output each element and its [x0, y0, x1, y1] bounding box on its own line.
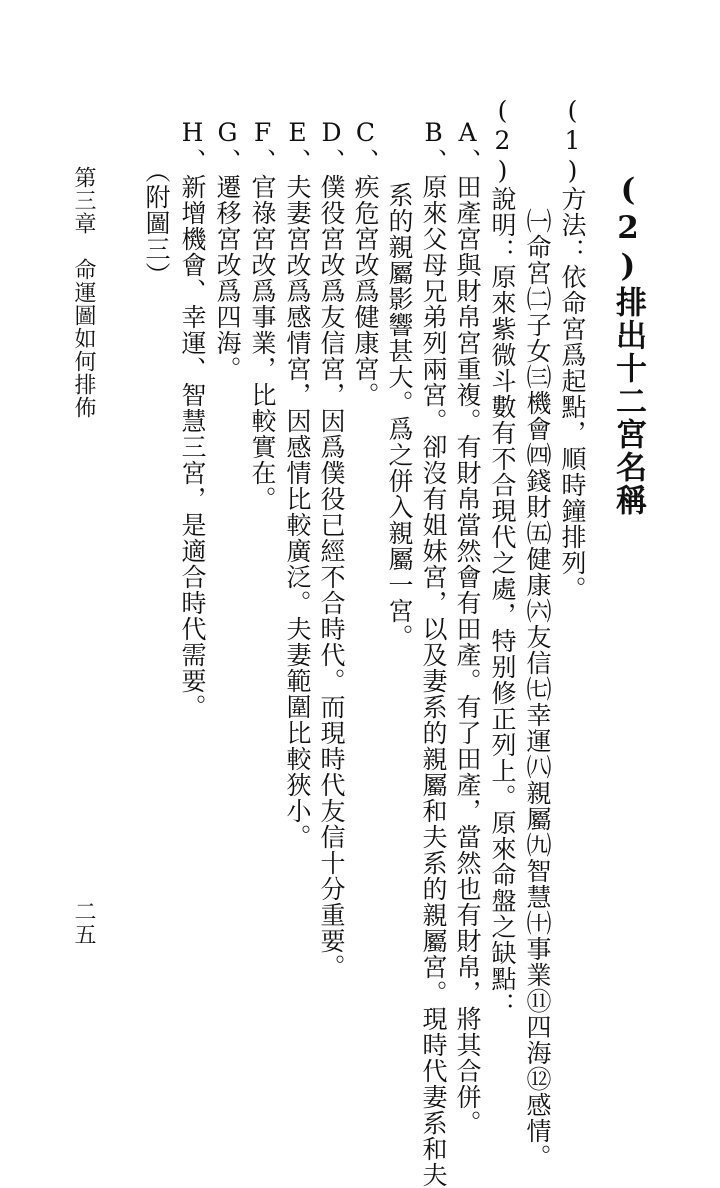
chapter-header: 第三章 命運圖如何排佈: [71, 166, 96, 419]
text-column-explanation: (2)說明：原來紫微斗數有不合現代之處，特别修正列上。原來命盤之缺點：: [488, 96, 517, 1018]
text-column-item-d: D、僕役宮改爲友信宮，因爲僕役已經不合時代。而現時代友信十分重要。: [317, 118, 346, 980]
text-column-method: (1)方法：依命宮爲起點，順時鐘排列。: [558, 96, 587, 602]
text-column-item-b-cont: 系的親屬影響甚大。爲之併入親屬一宮。: [385, 182, 414, 650]
figure-reference: （附圖三）: [142, 158, 171, 288]
text-column-palace-list: ㈠命宮㈡子女㈢機會㈣錢財㈤健康㈥友信㈦幸運㈧親屬㈨智慧㈩事業⑪四海⑫感情。: [523, 208, 552, 1170]
page-number: 二五: [71, 900, 96, 946]
text-column-item-b: B、原來父母兄弟列兩宮。卻沒有姐妹宮，以及妻系的親屬和夫系的親屬宮。現時代妻系和夫: [419, 118, 448, 1188]
text-column-item-f: F、官祿宮改爲事業，比較實在。: [248, 118, 277, 512]
text-column-item-a: A、田產宮與財帛宮重複。有財帛當然會有田產。有了田產，當然也有財帛，將其合併。: [453, 118, 482, 1136]
text-column-item-h: H、新增機會、幸運、智慧三宮，是適合時代需要。: [178, 118, 207, 720]
text-column-item-g: G、遷移宮改爲四海。: [213, 118, 242, 382]
text-column-item-e: E、夫妻宮改爲感情宮，因感情比較廣泛。夫妻範圍比較狹小。: [283, 118, 312, 850]
section-title: (2)排出十二宮名稱: [610, 172, 646, 517]
text-column-item-c: C、疾危宮改爲健康宮。: [351, 118, 380, 408]
